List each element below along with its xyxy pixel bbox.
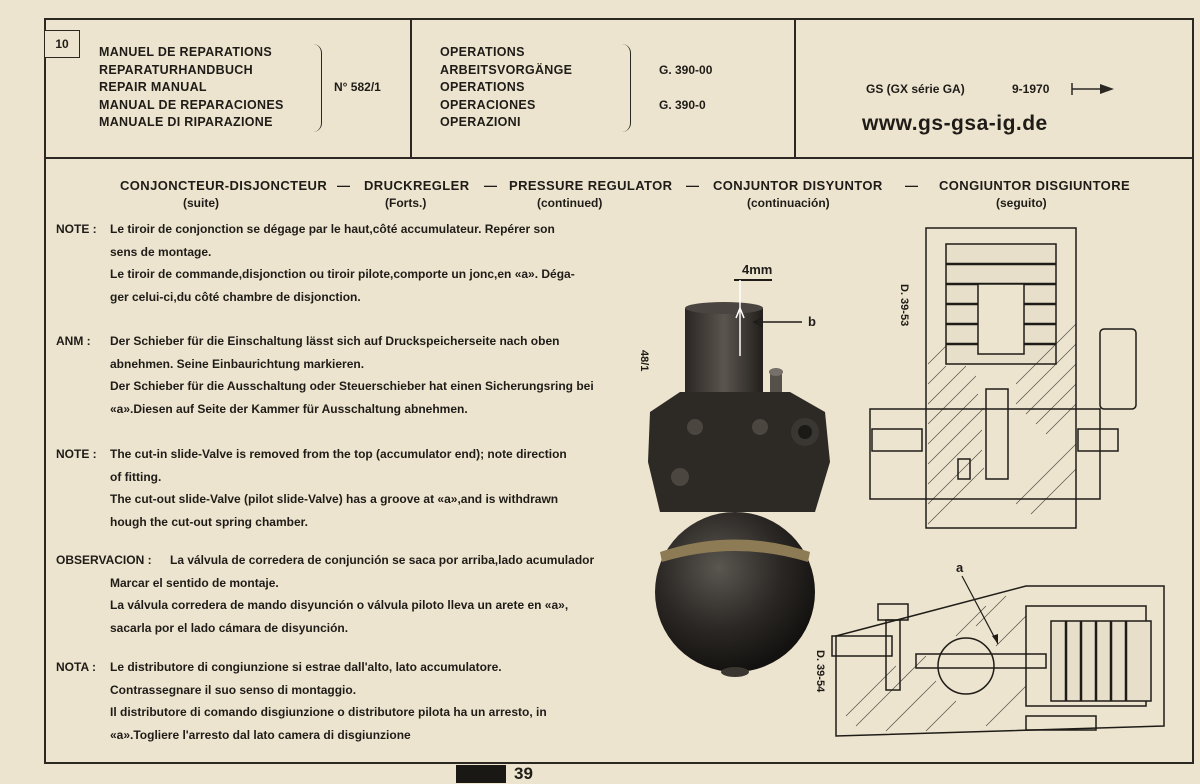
note-it-line-3: Il distributore di comando disgiunzione o distributore pilota ha un arresto, in [110, 705, 547, 719]
note-it [56, 656, 636, 746]
section-bottom-ref: D. 39-54 [814, 650, 826, 693]
website-url: www.gs-gsa-ig.de [862, 112, 1048, 135]
section-sub-en: (continued) [537, 196, 603, 210]
dimension-label: 4mm [742, 262, 773, 277]
note-es-label: OBSERVACION : [56, 553, 152, 567]
note-en-line-4: hough the cut-out spring chamber. [110, 514, 308, 529]
note-fr-line-1: Le tiroir de conjonction se dégage par le haut,côté accumulateur. Repérer son [110, 222, 555, 236]
manual-title-de: REPARATURHANDBUCH [99, 62, 253, 77]
photo-label-b: b [808, 314, 816, 329]
note-en-label: NOTE : [56, 447, 97, 461]
manual-title-en: REPAIR MANUAL [99, 80, 207, 94]
cross-section-top [866, 224, 1166, 554]
note-es-line-4: sacarla por el lado cámara de disyunción. [110, 620, 349, 635]
note-de-line-3: Der Schieber für die Ausschaltung oder Steuerschieber hat einen Sicherungsring bei [110, 379, 594, 393]
footer-bar [456, 765, 506, 783]
operation-title-fr: OPERATIONS [440, 45, 525, 59]
note-en-line-1: The cut-in slide-Valve is removed from the top (accumulator end); note direction [110, 447, 567, 461]
note-en-line-3: The cut-out slide-Valve (pilot slide-Valve) has a groove at «a»,and is withdrawn [110, 492, 559, 506]
note-en [56, 443, 636, 533]
operation-titles [440, 44, 572, 132]
section-title-fr: CONJONCTEUR-DISJONCTEUR [120, 178, 328, 193]
page-box: 10 [44, 30, 80, 58]
page-number: 39 [514, 764, 533, 783]
operation-title-de: ARBEITSVORGÄNGE [440, 62, 573, 77]
section-sub-de: (Forts.) [385, 196, 427, 210]
section-title-en: PRESSURE REGULATOR [509, 178, 673, 193]
title-dash-4: — [905, 178, 918, 193]
note-es-line-2: Marcar el sentido de montaje. [110, 575, 279, 590]
op-code-1: G. 390-00 [659, 63, 713, 77]
header-col-divider-2 [794, 18, 796, 158]
manual-number: N° 582/1 [334, 80, 381, 94]
note-es-line-1: La válvula de corredera de conjunción se saca por arriba,lado acumulador [170, 553, 595, 567]
note-de-line-2: abnehmen. Seine Einbaurichtung markieren. [110, 356, 365, 371]
arrow-right-icon [1070, 82, 1116, 96]
section-sub-it: (seguito) [996, 196, 1047, 210]
operation-title-en: OPERATIONS [440, 80, 525, 94]
section-label-a: a [956, 560, 964, 575]
operation-title-it: OPERAZIONI [440, 115, 521, 129]
note-fr-line-3: Le tiroir de commande,disjonction ou tiroir pilote,comporte un jonc,en «a». Déga- [110, 267, 575, 281]
title-dash-2: — [484, 178, 497, 193]
manual-titles [99, 44, 284, 132]
brace-right [622, 44, 631, 132]
model-label: GS (GX série GA) [866, 82, 965, 96]
note-it-line-2: Contrassegnare il suo senso di montaggio. [110, 682, 357, 697]
note-es [56, 549, 636, 639]
manual-title-it: MANUALE DI RIPARAZIONE [99, 115, 273, 129]
dimension-arrows [732, 278, 812, 358]
operation-title-es: OPERACIONES [440, 97, 536, 112]
section-title-de: DRUCKREGLER [364, 178, 470, 193]
section-title-it: CONGIUNTOR DISGIUNTORE [939, 178, 1131, 193]
header-col-divider-1 [410, 18, 412, 158]
note-de-line-1: Der Schieber für die Einschaltung lässt sich auf Druckspeicherseite nach oben [110, 334, 560, 348]
note-de [56, 330, 636, 420]
op-code-2: G. 390-0 [659, 98, 706, 112]
note-it-label: NOTA : [56, 660, 96, 674]
header-divider [44, 157, 1194, 159]
note-en-line-2: of fitting. [110, 469, 162, 484]
note-de-line-4: «a».Diesen auf Seite der Kammer für Ausschaltung abnehmen. [110, 401, 468, 416]
note-de-label: ANM : [56, 334, 91, 348]
note-it-line-1: Le distributore di congiunzione si estrae dall'alto, lato accumulatore. [110, 660, 502, 674]
note-fr-label: NOTE : [56, 222, 97, 236]
title-dash-1: — [337, 178, 350, 193]
date-label: 9-1970 [1012, 82, 1050, 96]
note-es-line-3: La válvula corredera de mando disyunción o válvula piloto lleva un arete en «a», [110, 598, 569, 612]
section-title-es: CONJUNTOR DISYUNTOR [713, 178, 883, 193]
section-top-ref: D. 39-53 [898, 284, 910, 327]
section-sub-fr: (suite) [183, 196, 219, 210]
manual-title-es: MANUAL DE REPARACIONES [99, 97, 284, 112]
photo-ref: 48/1 [638, 350, 650, 372]
section-sub-es: (continuación) [747, 196, 830, 210]
title-dash-3: — [686, 178, 699, 193]
note-it-line-4: «a».Togliere l'arresto dal lato camera di disgiunzione [110, 727, 411, 742]
manual-title-fr: MANUEL DE REPARATIONS [99, 45, 272, 59]
brace-left [313, 44, 322, 132]
note-fr [56, 218, 636, 308]
note-fr-line-2: sens de montage. [110, 244, 212, 259]
note-fr-line-4: ger celui-ci,du côté chambre de disjonction. [110, 289, 361, 304]
label-a-arrow [952, 574, 1012, 654]
